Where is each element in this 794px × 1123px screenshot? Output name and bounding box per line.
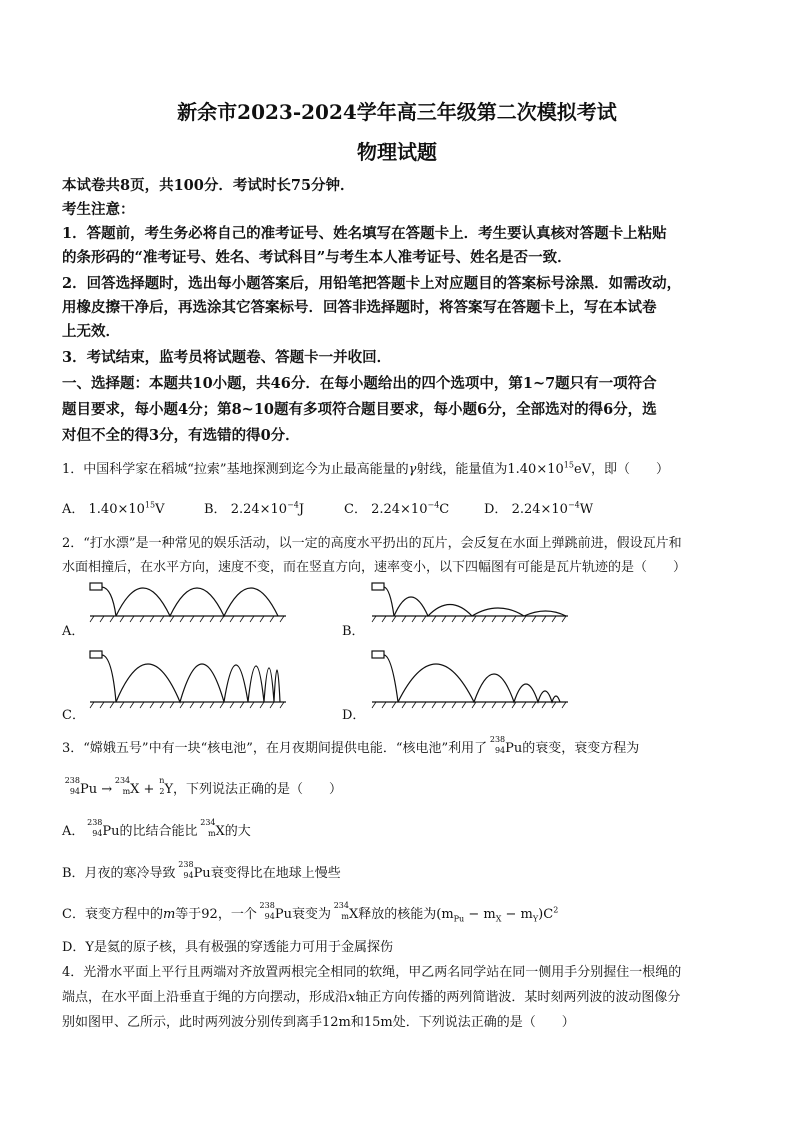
note-1b: 的条形码的“准考证号、姓名、考试科目”与考生本人准考证号、姓名是否一致． <box>62 249 572 266</box>
q1-option-b[interactable]: B． $2.24\times 10^{-4}J$ <box>204 500 305 517</box>
page-subtitle: 物理试题 <box>357 140 437 164</box>
page-title: 新余市2023-2024学年高三年级第二次模拟考试 <box>177 100 617 124</box>
q2-label-b[interactable]: B． <box>342 624 365 639</box>
q3-equation: 238 94 Pu → 234 m X + n 2 Y，下列说法正确的是（ ） <box>64 776 343 797</box>
pu-nuclide: 238 94 <box>489 735 506 755</box>
note-2a: 2．回答选择题时，选出每小题答案后，用铅笔把答题卡上对应题目的答案标号涂黑．如需改动， <box>62 275 682 292</box>
q2-figure-b <box>370 578 570 624</box>
note-2c: 上无效． <box>62 323 120 340</box>
q2-line1: 2．“打水漂”是一种常见的娱乐活动，以一定的高度水平扔出的瓦片，会反复在水面上弹跳前进，假设瓦片和 <box>62 536 682 551</box>
q4-line3: 别如图甲、乙所示，此时两列波分别传到离手12m和15m处．下列说法正确的是（ ） <box>62 1015 575 1030</box>
q3-option-d[interactable]: D．Y是氦的原子核，具有极强的穿透能力可用于金属探伤 <box>62 940 394 955</box>
q3-option-c[interactable]: C．衰变方程中的m等于92，一个 238 94 Pu衰变为 234 m X释放的核能为$(m_{Pu} - m_X - m_Y)C^2$ <box>62 901 559 924</box>
note-1a: 1．答题前，考生务必将自己的准考证号、姓名填写在答题卡上．考生要认真核对答题卡上粘贴 <box>62 225 667 242</box>
q3-option-a[interactable]: A． 238 94 Pu的比结合能比 234 m X的大 <box>62 818 251 839</box>
q1-stem: 1．中国科学家在稻城“拉索”基地探测到迄今为止最高能量的γ射线，能量值为$1.40\times 10^{15}eV$，即（ ） <box>62 460 670 477</box>
q2-figure-a <box>88 578 288 624</box>
q4-line2: 端点，在水平面上沿垂直于绳的方向摆动，形成沿x轴正方向传播的两列简谐波．某时刻两列波的波动图像分 <box>62 990 681 1005</box>
q2-line2: 水面相撞后，在水平方向，速度不变，而在竖直方向，速率变小，以下四幅图有可能是瓦片轨迹的是（ ） <box>62 560 687 575</box>
q2-label-c[interactable]: C． <box>62 708 85 723</box>
notes-heading: 考生注意： <box>62 201 135 218</box>
section1-line1: 一、选择题：本题共10小题，共46分．在每小题给出的四个选项中，第1~7题只有一项符合 <box>62 375 657 392</box>
q4-line1: 4．光滑水平面上平行且两端对齐放置两根完全相同的软绳，甲乙两名同学站在同一侧用手分别握住一根绳的 <box>62 965 682 980</box>
note-2b: 用橡皮擦干净后，再选涂其它答案标号．回答非选择题时，将答案写在答题卡上，写在本试卷 <box>62 299 657 316</box>
q2-figure-c <box>88 646 288 710</box>
section1-line2: 题目要求，每小题4分；第8~10题有多项符合题目要求，每小题6分，全部选对的得6分，选 <box>62 401 657 418</box>
section1-line3: 对但不全的得3分，有选错的得0分． <box>62 427 300 444</box>
q1-option-c[interactable]: C． $2.24\times 10^{-4}C$ <box>344 500 450 517</box>
note-3: 3．考试结束，监考员将试题卷、答题卡一并收回． <box>62 349 392 366</box>
q3-line1: 3．“嫦娥五号”中有一块“核电池”，在月夜期间提供电能．“核电池”利用了 238 94 Pu的衰变，衰变方程为 <box>62 735 640 756</box>
q1-option-d[interactable]: D． $2.24\times 10^{-4}W$ <box>484 500 594 517</box>
q2-label-d[interactable]: D． <box>342 708 366 723</box>
exam-info: 本试卷共8页，共100分．考试时长75分钟． <box>62 177 355 194</box>
q3-option-b[interactable]: B．月夜的寒冷导致 238 94 Pu衰变得比在地球上慢些 <box>62 860 341 881</box>
q2-label-a[interactable]: A． <box>62 624 85 639</box>
q1-option-a[interactable]: A． $1.40\times 10^{15}V$ <box>62 500 165 517</box>
q2-figure-d <box>370 646 570 710</box>
